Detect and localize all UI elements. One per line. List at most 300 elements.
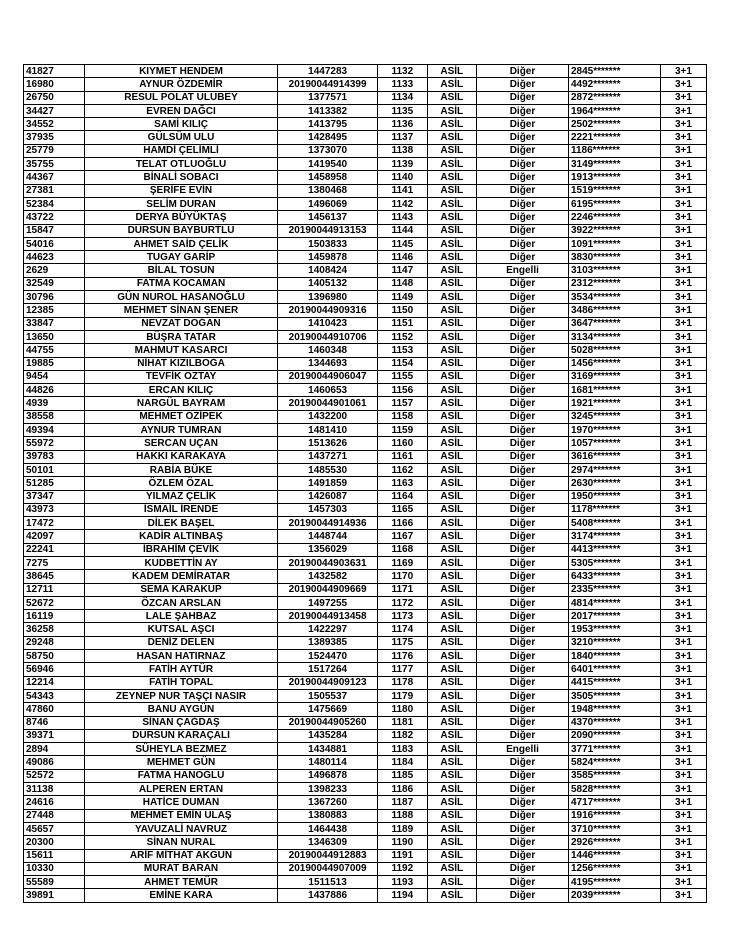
category-cell: Diğer (477, 756, 569, 769)
applicant-id-cell: 52672 (24, 596, 85, 609)
masked-phone-cell: 4370******* (568, 716, 660, 729)
unit-type-cell: 3+1 (660, 556, 706, 569)
category-cell: Diğer (477, 716, 569, 729)
draw-order-cell: 1186 (378, 783, 427, 796)
full-name-cell: MEHMET EMİN ULAŞ (84, 809, 277, 822)
unit-type-cell: 3+1 (660, 636, 706, 649)
category-cell: Diğer (477, 796, 569, 809)
reference-number-cell: 1432200 (278, 410, 378, 423)
reference-number-cell: 1480114 (278, 756, 378, 769)
category-cell: Diğer (477, 490, 569, 503)
category-cell: Diğer (477, 583, 569, 596)
applicant-id-cell: 12214 (24, 676, 85, 689)
applicant-id-cell: 38645 (24, 570, 85, 583)
applicant-id-cell: 34552 (24, 118, 85, 131)
category-cell: Diğer (477, 304, 569, 317)
reference-number-cell: 1373070 (278, 144, 378, 157)
category-cell: Diğer (477, 836, 569, 849)
reference-number-cell: 1398233 (278, 783, 378, 796)
draw-order-cell: 1150 (378, 304, 427, 317)
draw-order-cell: 1164 (378, 490, 427, 503)
draw-order-cell: 1162 (378, 463, 427, 476)
status-cell: ASİL (427, 304, 476, 317)
masked-phone-cell: 3210******* (568, 636, 660, 649)
masked-phone-cell: 3647******* (568, 317, 660, 330)
reference-number-cell: 1419540 (278, 158, 378, 171)
table-row (24, 224, 707, 237)
category-cell: Diğer (477, 317, 569, 330)
status-cell: ASİL (427, 636, 476, 649)
unit-type-cell: 3+1 (660, 357, 706, 370)
unit-type-cell: 3+1 (660, 783, 706, 796)
masked-phone-cell: 2039******* (568, 889, 660, 902)
unit-type-cell: 3+1 (660, 197, 706, 210)
table-row (24, 104, 707, 117)
masked-phone-cell: 1916******* (568, 809, 660, 822)
table-row (24, 65, 707, 78)
reference-number-cell: 1511513 (278, 876, 378, 889)
category-cell: Diğer (477, 437, 569, 450)
status-cell: ASİL (427, 836, 476, 849)
masked-phone-cell: 1057******* (568, 437, 660, 450)
status-cell: ASİL (427, 716, 476, 729)
full-name-cell: TEVFİK ÖZTAY (84, 370, 277, 383)
reference-number-cell: 1396980 (278, 291, 378, 304)
applicant-id-cell: 33847 (24, 317, 85, 330)
status-cell: ASİL (427, 317, 476, 330)
draw-order-cell: 1161 (378, 450, 427, 463)
reference-number-cell: 1380468 (278, 184, 378, 197)
table-row (24, 676, 707, 689)
applicant-id-cell: 22241 (24, 543, 85, 556)
reference-number-cell: 20190044910706 (278, 330, 378, 343)
full-name-cell: SİNAN ÇAĞDAŞ (84, 716, 277, 729)
category-cell: Diğer (477, 237, 569, 250)
status-cell: ASİL (427, 570, 476, 583)
table-row (24, 78, 707, 91)
draw-order-cell: 1142 (378, 197, 427, 210)
full-name-cell: DENİZ DELEN (84, 636, 277, 649)
status-cell: ASİL (427, 397, 476, 410)
masked-phone-cell: 1913******* (568, 171, 660, 184)
draw-order-cell: 1182 (378, 729, 427, 742)
masked-phone-cell: 3505******* (568, 689, 660, 702)
table-row (24, 370, 707, 383)
applicant-id-cell: 9454 (24, 370, 85, 383)
applicant-id-cell: 47860 (24, 703, 85, 716)
reference-number-cell: 1517264 (278, 663, 378, 676)
category-cell: Diğer (477, 570, 569, 583)
reference-number-cell: 1405132 (278, 277, 378, 290)
reference-number-cell: 20190044909316 (278, 304, 378, 317)
status-cell: ASİL (427, 756, 476, 769)
masked-phone-cell: 3245******* (568, 410, 660, 423)
applicant-id-cell: 44755 (24, 344, 85, 357)
table-row (24, 610, 707, 623)
full-name-cell: MAHMUT KASARCI (84, 344, 277, 357)
category-cell: Diğer (477, 277, 569, 290)
category-cell: Diğer (477, 676, 569, 689)
table-row (24, 716, 707, 729)
masked-phone-cell: 3149******* (568, 158, 660, 171)
masked-phone-cell: 1519******* (568, 184, 660, 197)
full-name-cell: KUDBETTİN AY (84, 556, 277, 569)
masked-phone-cell: 4195******* (568, 876, 660, 889)
category-cell: Diğer (477, 876, 569, 889)
table-row (24, 450, 707, 463)
masked-phone-cell: 1970******* (568, 424, 660, 437)
full-name-cell: HASAN HATIRNAZ (84, 650, 277, 663)
reference-number-cell: 1464438 (278, 822, 378, 835)
masked-phone-cell: 4814******* (568, 596, 660, 609)
draw-order-cell: 1163 (378, 477, 427, 490)
draw-order-cell: 1175 (378, 636, 427, 649)
full-name-cell: EMİNE KARA (84, 889, 277, 902)
full-name-cell: İSMAİL İRENDE (84, 503, 277, 516)
unit-type-cell: 3+1 (660, 344, 706, 357)
status-cell: ASİL (427, 344, 476, 357)
full-name-cell: SAMİ KILIÇ (84, 118, 277, 131)
category-cell: Diğer (477, 596, 569, 609)
status-cell: ASİL (427, 118, 476, 131)
masked-phone-cell: 2335******* (568, 583, 660, 596)
status-cell: ASİL (427, 556, 476, 569)
unit-type-cell: 3+1 (660, 65, 706, 78)
masked-phone-cell: 1681******* (568, 384, 660, 397)
unit-type-cell: 3+1 (660, 91, 706, 104)
masked-phone-cell: 3169******* (568, 370, 660, 383)
category-cell: Diğer (477, 91, 569, 104)
masked-phone-cell: 1840******* (568, 650, 660, 663)
unit-type-cell: 3+1 (660, 743, 706, 756)
table-row (24, 291, 707, 304)
table-row (24, 836, 707, 849)
applicant-id-cell: 39891 (24, 889, 85, 902)
category-cell: Diğer (477, 663, 569, 676)
masked-phone-cell: 5828******* (568, 783, 660, 796)
full-name-cell: ÖZCAN ARSLAN (84, 596, 277, 609)
status-cell: ASİL (427, 876, 476, 889)
reference-number-cell: 1437271 (278, 450, 378, 463)
table-row (24, 237, 707, 250)
category-cell: Diğer (477, 78, 569, 91)
full-name-cell: ARİF MİTHAT AKGÜN (84, 849, 277, 862)
unit-type-cell: 3+1 (660, 171, 706, 184)
draw-order-cell: 1158 (378, 410, 427, 423)
category-cell: Diğer (477, 849, 569, 862)
unit-type-cell: 3+1 (660, 330, 706, 343)
status-cell: ASİL (427, 517, 476, 530)
reference-number-cell: 20190044901061 (278, 397, 378, 410)
unit-type-cell: 3+1 (660, 477, 706, 490)
masked-phone-cell: 2630******* (568, 477, 660, 490)
masked-phone-cell: 6433******* (568, 570, 660, 583)
category-cell: Diğer (477, 503, 569, 516)
category-cell: Diğer (477, 636, 569, 649)
draw-order-cell: 1132 (378, 65, 427, 78)
draw-order-cell: 1143 (378, 211, 427, 224)
unit-type-cell: 3+1 (660, 703, 706, 716)
full-name-cell: KADEM DEMİRATAR (84, 570, 277, 583)
table-row (24, 410, 707, 423)
category-cell: Diğer (477, 650, 569, 663)
table-row (24, 769, 707, 782)
status-cell: ASİL (427, 463, 476, 476)
applicant-id-cell: 43973 (24, 503, 85, 516)
status-cell: ASİL (427, 543, 476, 556)
draw-order-cell: 1151 (378, 317, 427, 330)
category-cell: Diğer (477, 450, 569, 463)
reference-number-cell: 1496069 (278, 197, 378, 210)
unit-type-cell: 3+1 (660, 676, 706, 689)
category-cell: Diğer (477, 809, 569, 822)
full-name-cell: AYNUR ÖZDEMİR (84, 78, 277, 91)
draw-order-cell: 1141 (378, 184, 427, 197)
full-name-cell: DİLEK BAŞEL (84, 517, 277, 530)
applicant-id-cell: 27448 (24, 809, 85, 822)
applicant-id-cell: 51285 (24, 477, 85, 490)
category-cell: Diğer (477, 463, 569, 476)
full-name-cell: LALE ŞAHBAZ (84, 610, 277, 623)
table-row (24, 743, 707, 756)
applicant-id-cell: 54343 (24, 689, 85, 702)
status-cell: ASİL (427, 849, 476, 862)
full-name-cell: İBRAHİM ÇEVİK (84, 543, 277, 556)
full-name-cell: DERYA BÜYÜKTAŞ (84, 211, 277, 224)
category-cell: Diğer (477, 543, 569, 556)
table-row (24, 556, 707, 569)
full-name-cell: ŞERİFE EVİN (84, 184, 277, 197)
draw-order-cell: 1159 (378, 424, 427, 437)
applicant-id-cell: 49394 (24, 424, 85, 437)
applicant-id-cell: 26750 (24, 91, 85, 104)
draw-order-cell: 1194 (378, 889, 427, 902)
full-name-cell: AYNUR TUMRAN (84, 424, 277, 437)
reference-number-cell: 1460348 (278, 344, 378, 357)
draw-order-cell: 1160 (378, 437, 427, 450)
applicant-id-cell: 55589 (24, 876, 85, 889)
applicant-id-cell: 49086 (24, 756, 85, 769)
status-cell: ASİL (427, 437, 476, 450)
applicant-id-cell: 41827 (24, 65, 85, 78)
applicant-id-cell: 43722 (24, 211, 85, 224)
masked-phone-cell: 4413******* (568, 543, 660, 556)
applicant-id-cell: 8746 (24, 716, 85, 729)
full-name-cell: ERCAN KILIÇ (84, 384, 277, 397)
unit-type-cell: 3+1 (660, 384, 706, 397)
reference-number-cell: 1367260 (278, 796, 378, 809)
category-cell: Diğer (477, 104, 569, 117)
category-cell: Diğer (477, 65, 569, 78)
applicant-id-cell: 52384 (24, 197, 85, 210)
full-name-cell: AHMET SAİD ÇELİK (84, 237, 277, 250)
category-cell: Diğer (477, 357, 569, 370)
draw-order-cell: 1177 (378, 663, 427, 676)
applicant-id-cell: 44826 (24, 384, 85, 397)
draw-order-cell: 1138 (378, 144, 427, 157)
masked-phone-cell: 2312******* (568, 277, 660, 290)
applicant-id-cell: 56946 (24, 663, 85, 676)
unit-type-cell: 3+1 (660, 251, 706, 264)
category-cell: Diğer (477, 118, 569, 131)
reference-number-cell: 20190044914936 (278, 517, 378, 530)
full-name-cell: ÖZLEM ÖZAL (84, 477, 277, 490)
applicant-id-cell: 4939 (24, 397, 85, 410)
table-row (24, 796, 707, 809)
table-row (24, 171, 707, 184)
draw-order-cell: 1193 (378, 876, 427, 889)
masked-phone-cell: 3174******* (568, 530, 660, 543)
unit-type-cell: 3+1 (660, 224, 706, 237)
applicant-id-cell: 16119 (24, 610, 85, 623)
table-row (24, 304, 707, 317)
reference-number-cell: 20190044914399 (278, 78, 378, 91)
status-cell: ASİL (427, 291, 476, 304)
status-cell: ASİL (427, 78, 476, 91)
category-cell: Diğer (477, 197, 569, 210)
table-row (24, 477, 707, 490)
draw-order-cell: 1178 (378, 676, 427, 689)
unit-type-cell: 3+1 (660, 184, 706, 197)
full-name-cell: GÜN NUROL HASANOĞLU (84, 291, 277, 304)
draw-order-cell: 1181 (378, 716, 427, 729)
applicant-id-cell: 31138 (24, 783, 85, 796)
unit-type-cell: 3+1 (660, 370, 706, 383)
draw-order-cell: 1157 (378, 397, 427, 410)
category-cell: Diğer (477, 184, 569, 197)
masked-phone-cell: 2872******* (568, 91, 660, 104)
reference-number-cell: 1481410 (278, 424, 378, 437)
full-name-cell: FATİH TOPAL (84, 676, 277, 689)
unit-type-cell: 3+1 (660, 596, 706, 609)
full-name-cell: FATMA KOCAMAN (84, 277, 277, 290)
status-cell: ASİL (427, 610, 476, 623)
full-name-cell: AHMET TEMÜR (84, 876, 277, 889)
full-name-cell: FATMA HANOĞLU (84, 769, 277, 782)
status-cell: ASİL (427, 676, 476, 689)
masked-phone-cell: 2502******* (568, 118, 660, 131)
draw-order-cell: 1167 (378, 530, 427, 543)
category-cell: Diğer (477, 862, 569, 875)
full-name-cell: KIYMET HENDEM (84, 65, 277, 78)
category-cell: Engelli (477, 264, 569, 277)
masked-phone-cell: 2221******* (568, 131, 660, 144)
reference-number-cell: 1505537 (278, 689, 378, 702)
table-row (24, 729, 707, 742)
draw-order-cell: 1166 (378, 517, 427, 530)
table-row (24, 849, 707, 862)
applicant-id-cell: 2629 (24, 264, 85, 277)
status-cell: ASİL (427, 769, 476, 782)
table-row (24, 118, 707, 131)
status-cell: ASİL (427, 530, 476, 543)
reference-number-cell: 1435284 (278, 729, 378, 742)
full-name-cell: NİHAT KIZILBOĞA (84, 357, 277, 370)
unit-type-cell: 3+1 (660, 610, 706, 623)
reference-number-cell: 1456137 (278, 211, 378, 224)
full-name-cell: NEVZAT DOĞAN (84, 317, 277, 330)
category-cell: Diğer (477, 783, 569, 796)
unit-type-cell: 3+1 (660, 317, 706, 330)
applicant-id-cell: 35755 (24, 158, 85, 171)
masked-phone-cell: 3486******* (568, 304, 660, 317)
unit-type-cell: 3+1 (660, 277, 706, 290)
unit-type-cell: 3+1 (660, 304, 706, 317)
draw-order-cell: 1145 (378, 237, 427, 250)
reference-number-cell: 20190044913153 (278, 224, 378, 237)
unit-type-cell: 3+1 (660, 836, 706, 849)
applicant-id-cell: 30796 (24, 291, 85, 304)
full-name-cell: KUTSAL AŞCI (84, 623, 277, 636)
reference-number-cell: 1428495 (278, 131, 378, 144)
category-cell: Diğer (477, 131, 569, 144)
status-cell: ASİL (427, 370, 476, 383)
reference-number-cell: 1346309 (278, 836, 378, 849)
unit-type-cell: 3+1 (660, 503, 706, 516)
table-row (24, 158, 707, 171)
full-name-cell: TUGAY GARİP (84, 251, 277, 264)
full-name-cell: DURSUN BAYBURTLU (84, 224, 277, 237)
masked-phone-cell: 1256******* (568, 862, 660, 875)
table-row (24, 570, 707, 583)
full-name-cell: HAMDİ ÇELİMLİ (84, 144, 277, 157)
draw-order-cell: 1135 (378, 104, 427, 117)
applicant-id-cell: 24616 (24, 796, 85, 809)
applicant-id-cell: 50101 (24, 463, 85, 476)
status-cell: ASİL (427, 65, 476, 78)
draw-order-cell: 1139 (378, 158, 427, 171)
status-cell: ASİL (427, 596, 476, 609)
full-name-cell: BANU AYGÜN (84, 703, 277, 716)
reference-number-cell: 1503833 (278, 237, 378, 250)
draw-order-cell: 1170 (378, 570, 427, 583)
masked-phone-cell: 3710******* (568, 822, 660, 835)
draw-order-cell: 1176 (378, 650, 427, 663)
full-name-cell: DURSUN KARAÇALI (84, 729, 277, 742)
status-cell: ASİL (427, 663, 476, 676)
unit-type-cell: 3+1 (660, 650, 706, 663)
masked-phone-cell: 1091******* (568, 237, 660, 250)
reference-number-cell: 1380883 (278, 809, 378, 822)
reference-number-cell: 1426087 (278, 490, 378, 503)
full-name-cell: SİNAN NURAL (84, 836, 277, 849)
status-cell: ASİL (427, 689, 476, 702)
draw-order-cell: 1137 (378, 131, 427, 144)
reference-number-cell: 1475669 (278, 703, 378, 716)
table-row (24, 689, 707, 702)
unit-type-cell: 3+1 (660, 211, 706, 224)
masked-phone-cell: 3616******* (568, 450, 660, 463)
status-cell: ASİL (427, 384, 476, 397)
reference-number-cell: 1410423 (278, 317, 378, 330)
table-row (24, 490, 707, 503)
status-cell: ASİL (427, 796, 476, 809)
draw-order-cell: 1190 (378, 836, 427, 849)
status-cell: ASİL (427, 197, 476, 210)
applicant-id-cell: 20300 (24, 836, 85, 849)
unit-type-cell: 3+1 (660, 543, 706, 556)
unit-type-cell: 3+1 (660, 78, 706, 91)
draw-order-cell: 1152 (378, 330, 427, 343)
masked-phone-cell: 3830******* (568, 251, 660, 264)
table-row (24, 663, 707, 676)
applicant-id-cell: 42097 (24, 530, 85, 543)
applicant-id-cell: 7275 (24, 556, 85, 569)
category-cell: Diğer (477, 211, 569, 224)
full-name-cell: ALPEREN ERTAN (84, 783, 277, 796)
full-name-cell: EVREN DAĞCI (84, 104, 277, 117)
status-cell: ASİL (427, 477, 476, 490)
